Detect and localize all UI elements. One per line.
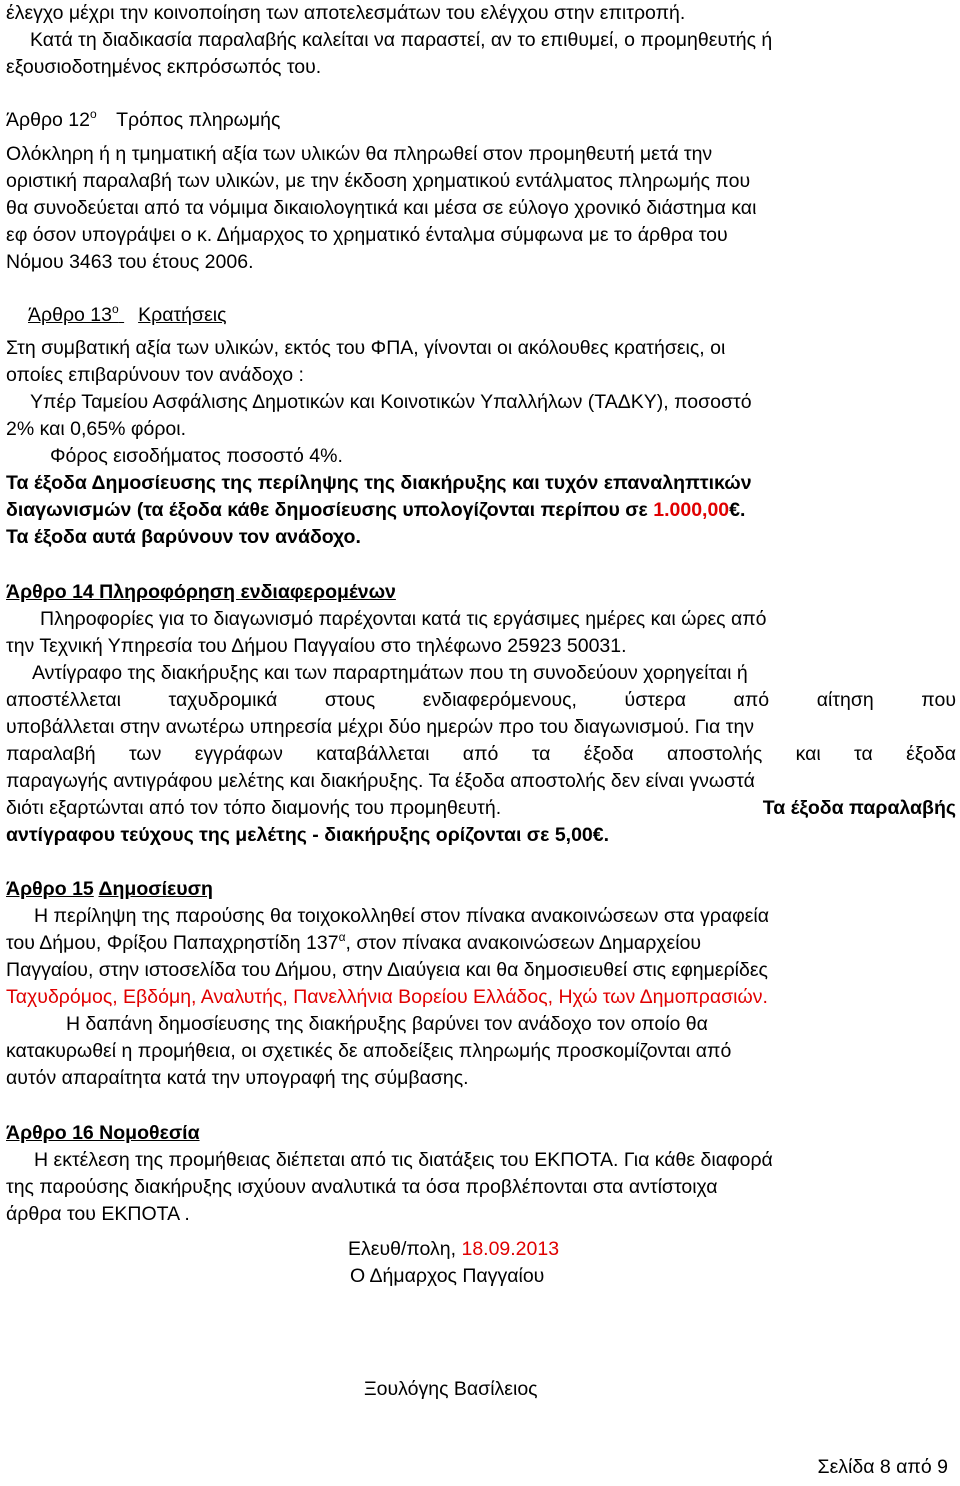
article-13-line-5: Φόρος εισοδήματος ποσοστό 4%. — [50, 445, 343, 467]
article-13-sup: ο — [112, 302, 119, 316]
article-12-number: Άρθρο 12 — [6, 109, 90, 131]
page-number: Σελίδα 8 από 9 — [817, 1456, 948, 1478]
article-13-bold-end: €. — [729, 499, 746, 521]
article-16-heading: Άρθρο 16 Νομοθεσία — [6, 1122, 200, 1144]
article-15-line-2 — [6, 930, 702, 954]
article-14-line-8 — [6, 799, 956, 819]
article-12-line-5: Νόμου 3463 του έτους 2006. — [6, 251, 254, 273]
intro-line-2: Κατά τη διαδικασία παραλαβής καλείται να παραστεί, αν το επιθυμεί, ο προμηθευτής ή — [30, 29, 773, 51]
article-13-number: Άρθρο 13 — [28, 304, 112, 326]
article-15-line-5: Η δαπάνη δημοσίευσης της διακήρυξης βαρύνει τον ανάδοχο τον οποίο θα — [66, 1013, 708, 1035]
article-12-line-3: θα συνοδεύεται από τα νόμιμα δικαιολογητικά και μέσα σε εύλογο χρονικό διάστημα και — [6, 197, 757, 219]
article-12-sup: ο — [90, 107, 97, 121]
article-14-line-9: αντίγραφου τεύχους της μελέτης - διακήρυξης ορίζονται σε 5,00€. — [6, 824, 610, 846]
article-16-line-1: Η εκτέλεση της προμήθειας διέπεται από τις διατάξεις του ΕΚΠΟΤΑ. Για κάθε διαφορά — [34, 1149, 773, 1171]
article-16-line-2: της παρούσης διακήρυξης ισχύουν αναλυτικά τα όσα προβλέπονται στα αντίστοιχα — [6, 1176, 718, 1198]
article-14-line-3: Αντίγραφο της διακήρυξης και των παραρτημάτων που τη συνοδεύουν χορηγείται ή — [32, 662, 748, 684]
publication-cost-amount: 1.000,00 — [653, 499, 730, 521]
intro-line-1: έλεγχο μέχρι την κοινοποίηση των αποτελεσμάτων του ελέγχου στην επιτροπή. — [6, 2, 686, 24]
article-14-line-8-bold: Τα έξοδα παραλαβής — [762, 797, 956, 819]
article-15-line-1: Η περίληψη της παρούσης θα τοιχοκολληθεί στον πίνακα ανακοινώσεων στα γραφεία — [34, 905, 770, 927]
article-15-line-2-text: του Δήμου, Φρίξου Παπαχρηστίδη 137 — [6, 932, 339, 954]
article-15-line-3: Παγγαίου, στην ιστοσελίδα του Δήμου, στην Διαύγεια και θα δημοσιευθεί στις εφημερίδες — [6, 959, 768, 981]
article-14-line-1: Πληροφορίες για το διαγωνισμό παρέχονται κατά τις εργάσιμες ημέρες και ώρες από — [40, 608, 767, 630]
newspapers-list: Ταχυδρόμος, Εβδόμη, Αναλυτής, Πανελλήνια Βορείου Ελλάδος, Ηχώ των Δημοπρασιών. — [6, 986, 768, 1008]
article-15-title: Δημοσίευση — [98, 878, 213, 900]
article-12-line-4: εφ όσον υπογράψει ο κ. Δήμαρχος το χρηματικό ένταλμα σύμφωνα με το άρθρα του — [6, 224, 728, 246]
article-12-line-1: Ολόκληρη ή η τμηματική αξία των υλικών θα πληρωθεί στον προμηθευτή μετά την — [6, 143, 713, 165]
article-14-line-5: υποβάλλεται στην ανωτέρω υπηρεσία μέχρι δύο ημερών προ του διαγωνισμού. Για την — [6, 716, 755, 738]
article-13-line-1: Στη συμβατική αξία των υλικών, εκτός του ΦΠΑ, γίνονται οι ακόλουθες κρατήσεις, οι — [6, 337, 726, 359]
article-14-line-2: την Τεχνική Υπηρεσία του Δήμου Παγγαίου στο τηλέφωνο 25923 50031. — [6, 635, 627, 657]
signature-place: Ελευθ/πολη, — [348, 1238, 457, 1260]
article-14-line-4: αποστέλλεται ταχυδρομικά στους ενδιαφερόμενους, ύστερα από αίτηση που — [6, 689, 956, 711]
signature-place-date — [348, 1240, 559, 1260]
article-15-number: Άρθρο 15 — [6, 878, 94, 900]
article-14-heading: Άρθρο 14 Πληροφόρηση ενδιαφερομένων — [6, 581, 396, 603]
article-14-line-7: παραγωγής αντιγράφου μελέτης και διακήρυξης. Τα έξοδα αποστολής δεν είναι γνωστά — [6, 770, 755, 792]
article-13-line-3: Υπέρ Ταμείου Ασφάλισης Δημοτικών και Κοινοτικών Υπαλλήλων (ΤΑΔΚΥ), ποσοστό — [30, 391, 752, 413]
article-15-line-6: κατακυρωθεί η προμήθεια, οι σχετικές δε αποδείξεις πληρωμής προσκομίζονται από — [6, 1040, 732, 1062]
article-14-line-6: παραλαβή των εγγράφων καταβάλλεται από τα έξοδα αποστολής και τα έξοδα — [6, 743, 956, 765]
article-15-heading — [6, 880, 213, 900]
article-15-line-2-sup: α — [338, 930, 346, 944]
signature-date: 18.09.2013 — [461, 1238, 560, 1260]
article-13-bold-line-1: Τα έξοδα Δημοσίευσης της περίληψης της διακήρυξης και τυχόν επαναληπτικών — [6, 472, 752, 494]
article-15-line-2-end: , στον πίνακα ανακοινώσεων Δημαρχείου — [345, 932, 702, 954]
article-13-bold-line-3: Τα έξοδα αυτά βαρύνουν τον ανάδοχο. — [6, 526, 361, 548]
article-12-heading — [6, 107, 281, 131]
article-13-line-4: 2% και 0,65% φόροι. — [6, 418, 187, 440]
article-13-bold-text: διαγωνισμών (τα έξοδα κάθε δημοσίευσης υπολογίζονται περίπου σε — [6, 499, 648, 521]
article-13-title: Κρατήσεις — [138, 304, 227, 326]
article-13-heading — [28, 302, 227, 326]
article-14-line-8-text: διότι εξαρτώνται από τον τόπο διαμονής του προμηθευτή. — [6, 797, 502, 819]
article-12-line-2: οριστική παραλαβή των υλικών, με την έκδοση χρηματικού εντάλματος πληρωμής που — [6, 170, 751, 192]
article-13-bold-line-2 — [6, 501, 745, 521]
article-12-title: Τρόπος πληρωμής — [116, 109, 281, 131]
article-15-line-7: αυτόν απαραίτητα κατά την υπογραφή της σύμβασης. — [6, 1067, 469, 1089]
signature-name: Ξουλόγης Βασίλειος — [364, 1378, 538, 1400]
article-13-line-2: οποίες επιβαρύνουν τον ανάδοχο : — [6, 364, 304, 386]
intro-line-3: εξουσιοδοτημένος εκπρόσωπός του. — [6, 56, 322, 78]
article-16-line-3: άρθρα του ΕΚΠΟΤΑ . — [6, 1203, 190, 1225]
signature-role: Ο Δήμαρχος Παγγαίου — [350, 1265, 545, 1287]
